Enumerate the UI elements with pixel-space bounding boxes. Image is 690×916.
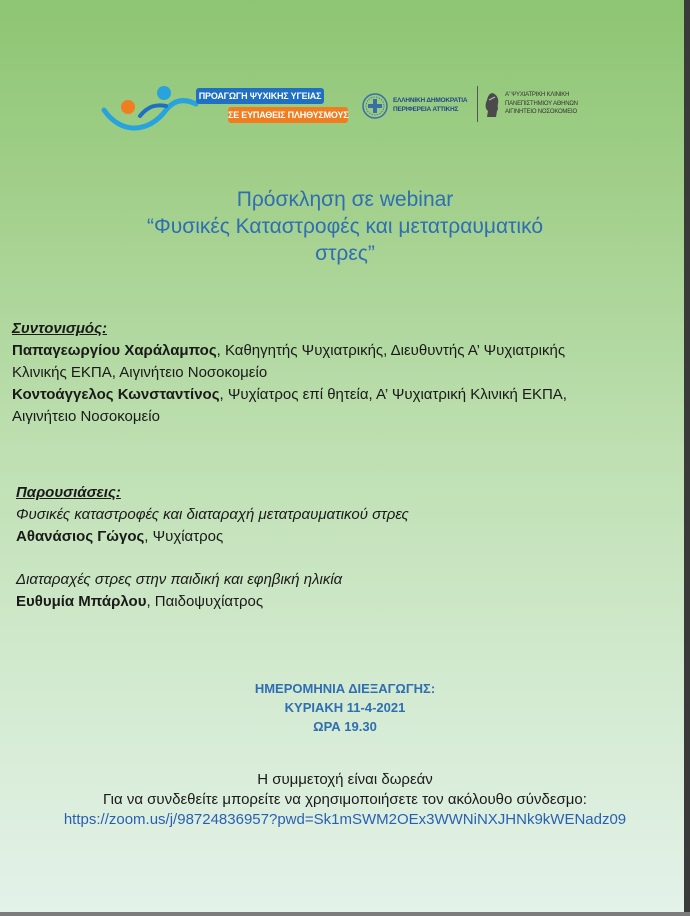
coordinator-2-line2: Αιγινήτειο Νοσοκομείο [12,408,160,425]
speaker-1 [16,526,223,548]
date-day: ΚΥΡΙΑΚΗ 11-4-2021 [284,700,406,715]
date-label: ΗΜΕΡΟΜΗΝΙΑ ΔΙΕΞΑΓΩΓΗΣ: [254,681,436,696]
webinar-title [0,186,690,267]
gr-logo-line2: ΠΕΡΙΦΕΡΕΙΑ ΑΤΤΙΚΗΣ [393,106,459,113]
bottom-frame-edge [0,912,690,916]
swimmer-logo-icon [100,80,200,140]
logo-title-line2: ΣΕ ΕΥΠΑΘΕΙΣ ΠΛΗΘΥΣΜΟΥΣ [228,107,348,123]
uni-logo-line1: Α' ΨΥΧΙΑΤΡΙΚΗ ΚΛΙΝΙΚΗ [505,92,570,98]
coordinator-2-line1 [12,384,567,406]
presentation-1-title: Φυσικές καταστροφές και διαταραχή μετατραυματικού στρες [16,506,409,523]
project-logo [100,80,360,140]
date-time: ΩΡΑ 19.30 [313,719,377,734]
zoom-link[interactable]: https://zoom.us/j/98724836957?pwd=Sk1mSWM2OEx3WWNiNXJHNk9kWENadz09 [63,811,627,828]
title-line3: στρες” [315,242,375,265]
speaker-2 [16,591,263,613]
athena-head-icon [484,92,500,118]
speaker-1-name: Αθανάσιος Γώγος [16,528,145,545]
speaker-1-role: , Ψυχίατρος [144,528,224,545]
university-clinic-logo [484,89,594,123]
presentation-2-title: Διαταραχές στρες στην παιδική και εφηβική ηλικία [16,571,343,588]
greek-emblem-icon [362,93,388,119]
coordinator-1-role: , Καθηγητής Ψυχιατρικής, Διευθυντής Α’ Ψυχιατρικής [216,342,566,359]
coordinator-1-line2: Κλινικής ΕΚΠΑ, Αιγινήτειο Νοσοκομείο [12,364,268,381]
coordinator-1-line1 [12,340,565,362]
greek-republic-logo [362,92,474,120]
participation-free: Η συμμετοχή είναι δωρεάν [257,771,433,788]
gr-logo-line1: ΕΛΛΗΝΙΚΗ ΔΗΜΟΚΡΑΤΙΑ [393,97,468,104]
participation-instructions: Για να συνδεθείτε μπορείτε να χρησιμοποιήσετε τον ακόλουθο σύνδεσμο: [103,791,587,808]
title-line1: Πρόσκληση σε webinar [236,188,454,211]
uni-logo-line2: ΠΑΝΕΠΙΣΤΗΜΙΟΥ ΑΘΗΝΩΝ [505,100,578,107]
speaker-2-name: Ευθυμία Μπάρλου [16,593,147,610]
uni-logo-line3: ΑΙΓΙΝΗΤΕΙΟ ΝΟΣΟΚΟΜΕΙΟ [505,109,577,115]
coordinator-1-name: Παπαγεωργίου Χαράλαμπος [12,342,217,359]
logo-title-line1: ΠΡΟΑΓΩΓΗ ΨΥΧΙΚΗΣ ΥΓΕΙΑΣ [196,88,324,104]
title-line2: “Φυσικές Καταστροφές και μετατραυματικό [147,215,543,238]
coordinator-2-name: Κοντοάγγελος Κωνσταντίνος [12,386,220,403]
coordination-heading: Συντονισμός: [12,320,108,337]
coordinator-2-role: , Ψυχίατρος επί θητεία, Α’ Ψυχιατρική Κλινική ΕΚΠΑ, [219,386,567,403]
logo-divider [477,86,478,122]
presentations-heading: Παρουσιάσεις: [16,484,121,501]
speaker-2-role: , Παιδοψυχίατρος [146,593,264,610]
